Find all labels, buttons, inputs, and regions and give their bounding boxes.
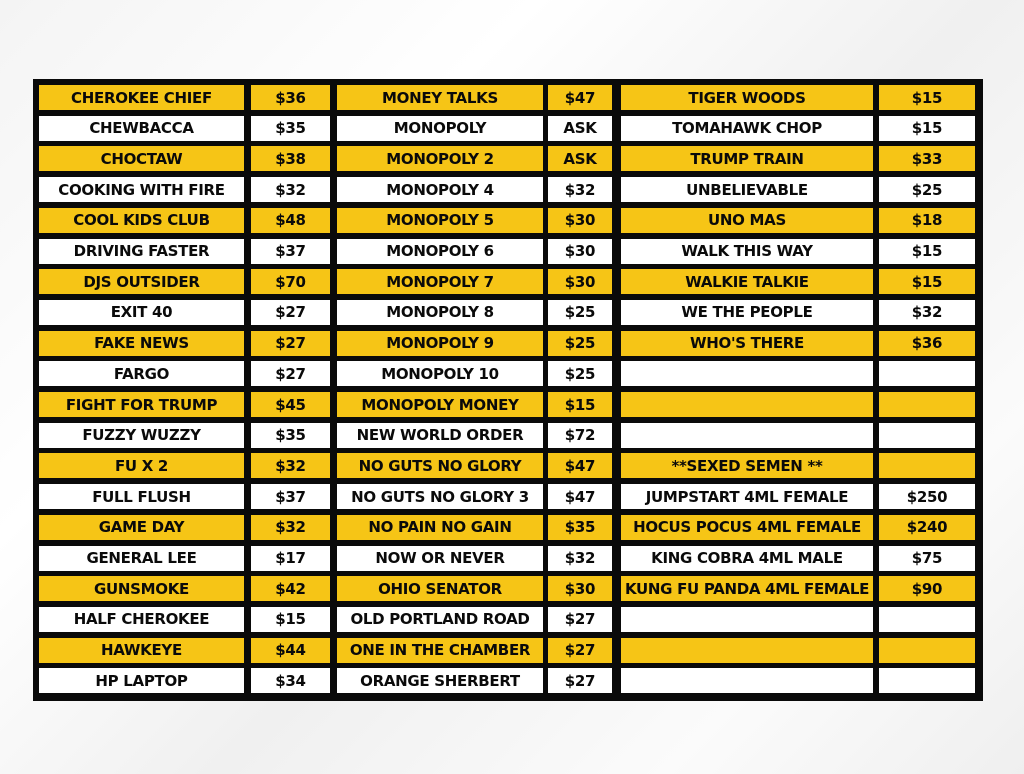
item-name-cell: OHIO SENATOR — [337, 576, 543, 601]
item-name-cell: KUNG FU PANDA 4ML FEMALE — [621, 576, 873, 601]
item-name-cell — [621, 607, 873, 632]
item-name-cell: WALK THIS WAY — [621, 239, 873, 264]
item-price-cell: $47 — [548, 484, 612, 509]
item-price-cell: $250 — [879, 484, 975, 509]
item-name-cell: KING COBRA 4ML MALE — [621, 546, 873, 571]
item-price-cell: $25 — [548, 300, 612, 325]
item-name-cell: HALF CHEROKEE — [39, 607, 244, 632]
item-price-cell: $32 — [251, 453, 330, 478]
item-name-cell: MONOPOLY 5 — [337, 208, 543, 233]
item-name-cell: MONOPOLY MONEY — [337, 392, 543, 417]
item-name-cell: NEW WORLD ORDER — [337, 423, 543, 448]
item-name-cell: WHO'S THERE — [621, 331, 873, 356]
item-name-cell: UNBELIEVABLE — [621, 177, 873, 202]
item-name-cell: COOL KIDS CLUB — [39, 208, 244, 233]
item-name-cell: TRUMP TRAIN — [621, 146, 873, 171]
item-name-cell: MONOPOLY — [337, 116, 543, 141]
item-price-cell: $27 — [251, 361, 330, 386]
item-price-cell: $44 — [251, 638, 330, 663]
item-price-cell: $15 — [879, 85, 975, 110]
item-name-cell: NOW OR NEVER — [337, 546, 543, 571]
item-price-cell: $15 — [879, 239, 975, 264]
item-name-cell: TOMAHAWK CHOP — [621, 116, 873, 141]
item-name-cell: COOKING WITH FIRE — [39, 177, 244, 202]
item-name-cell — [621, 361, 873, 386]
item-name-cell: GUNSMOKE — [39, 576, 244, 601]
item-price-cell: $36 — [251, 85, 330, 110]
item-price-cell: ASK — [548, 146, 612, 171]
item-price-cell: $25 — [548, 331, 612, 356]
item-price-cell: $32 — [251, 515, 330, 540]
item-name-cell: CHEWBACCA — [39, 116, 244, 141]
item-name-cell: MONOPOLY 6 — [337, 239, 543, 264]
item-price-cell: $38 — [251, 146, 330, 171]
item-price-cell: $30 — [548, 208, 612, 233]
item-price-cell — [879, 453, 975, 478]
item-name-cell: CHEROKEE CHIEF — [39, 85, 244, 110]
item-name-cell: DJS OUTSIDER — [39, 269, 244, 294]
item-price-cell: $35 — [548, 515, 612, 540]
item-name-cell: ONE IN THE CHAMBER — [337, 638, 543, 663]
item-name-cell: MONOPOLY 8 — [337, 300, 543, 325]
item-price-cell: $27 — [251, 300, 330, 325]
item-price-cell: $33 — [879, 146, 975, 171]
item-name-cell: MONOPOLY 2 — [337, 146, 543, 171]
item-name-cell: NO GUTS NO GLORY — [337, 453, 543, 478]
item-name-cell: MONEY TALKS — [337, 85, 543, 110]
item-price-cell: $37 — [251, 239, 330, 264]
item-name-cell: FARGO — [39, 361, 244, 386]
item-price-cell: $90 — [879, 576, 975, 601]
item-price-cell: $25 — [879, 177, 975, 202]
item-price-cell: $34 — [251, 668, 330, 693]
item-price-cell: $32 — [251, 177, 330, 202]
item-name-cell — [621, 668, 873, 693]
item-name-cell: WALKIE TALKIE — [621, 269, 873, 294]
item-name-cell: FU X 2 — [39, 453, 244, 478]
item-price-cell: $27 — [548, 668, 612, 693]
item-price-cell: $72 — [548, 423, 612, 448]
item-name-cell: CHOCTAW — [39, 146, 244, 171]
item-name-cell: MONOPOLY 10 — [337, 361, 543, 386]
item-name-cell: DRIVING FASTER — [39, 239, 244, 264]
item-price-cell: $47 — [548, 85, 612, 110]
item-price-cell: $35 — [251, 116, 330, 141]
item-price-cell: $25 — [548, 361, 612, 386]
item-name-cell — [621, 423, 873, 448]
item-price-cell: $30 — [548, 269, 612, 294]
item-price-cell: $15 — [251, 607, 330, 632]
item-name-cell: NO GUTS NO GLORY 3 — [337, 484, 543, 509]
item-name-cell: MONOPOLY 4 — [337, 177, 543, 202]
item-price-cell — [879, 668, 975, 693]
item-price-cell: $15 — [879, 269, 975, 294]
item-name-cell: TIGER WOODS — [621, 85, 873, 110]
item-price-cell: $42 — [251, 576, 330, 601]
item-price-cell: $17 — [251, 546, 330, 571]
item-price-cell: $27 — [548, 607, 612, 632]
item-price-cell: $18 — [879, 208, 975, 233]
item-price-cell: $32 — [548, 177, 612, 202]
item-price-cell — [879, 638, 975, 663]
item-name-cell: HAWKEYE — [39, 638, 244, 663]
item-price-cell: $36 — [879, 331, 975, 356]
item-name-cell: ORANGE SHERBERT — [337, 668, 543, 693]
item-price-cell: $37 — [251, 484, 330, 509]
item-name-cell: MONOPOLY 9 — [337, 331, 543, 356]
item-price-cell — [879, 361, 975, 386]
item-price-cell: $30 — [548, 239, 612, 264]
item-price-cell — [879, 607, 975, 632]
item-price-cell: $240 — [879, 515, 975, 540]
item-price-cell: $32 — [548, 546, 612, 571]
item-price-cell: $27 — [548, 638, 612, 663]
item-price-cell: $45 — [251, 392, 330, 417]
item-price-cell: $48 — [251, 208, 330, 233]
item-name-cell: UNO MAS — [621, 208, 873, 233]
item-price-cell: $32 — [879, 300, 975, 325]
item-name-cell: GAME DAY — [39, 515, 244, 540]
item-name-cell: **SEXED SEMEN ** — [621, 453, 873, 478]
item-price-cell — [879, 423, 975, 448]
item-price-cell: $47 — [548, 453, 612, 478]
item-name-cell: GENERAL LEE — [39, 546, 244, 571]
price-list-board — [33, 79, 983, 701]
item-price-cell: $15 — [548, 392, 612, 417]
item-name-cell: JUMPSTART 4ML FEMALE — [621, 484, 873, 509]
item-name-cell: HP LAPTOP — [39, 668, 244, 693]
item-name-cell — [621, 392, 873, 417]
item-name-cell: WE THE PEOPLE — [621, 300, 873, 325]
item-name-cell: HOCUS POCUS 4ML FEMALE — [621, 515, 873, 540]
item-price-cell — [879, 392, 975, 417]
item-name-cell: EXIT 40 — [39, 300, 244, 325]
item-name-cell: MONOPOLY 7 — [337, 269, 543, 294]
item-name-cell: FAKE NEWS — [39, 331, 244, 356]
item-price-cell: ASK — [548, 116, 612, 141]
item-price-cell: $27 — [251, 331, 330, 356]
item-price-cell: $70 — [251, 269, 330, 294]
item-name-cell: OLD PORTLAND ROAD — [337, 607, 543, 632]
item-price-cell: $35 — [251, 423, 330, 448]
item-name-cell — [621, 638, 873, 663]
item-name-cell: NO PAIN NO GAIN — [337, 515, 543, 540]
item-name-cell: FULL FLUSH — [39, 484, 244, 509]
item-name-cell: FIGHT FOR TRUMP — [39, 392, 244, 417]
item-price-cell: $75 — [879, 546, 975, 571]
item-name-cell: FUZZY WUZZY — [39, 423, 244, 448]
item-price-cell: $30 — [548, 576, 612, 601]
item-price-cell: $15 — [879, 116, 975, 141]
